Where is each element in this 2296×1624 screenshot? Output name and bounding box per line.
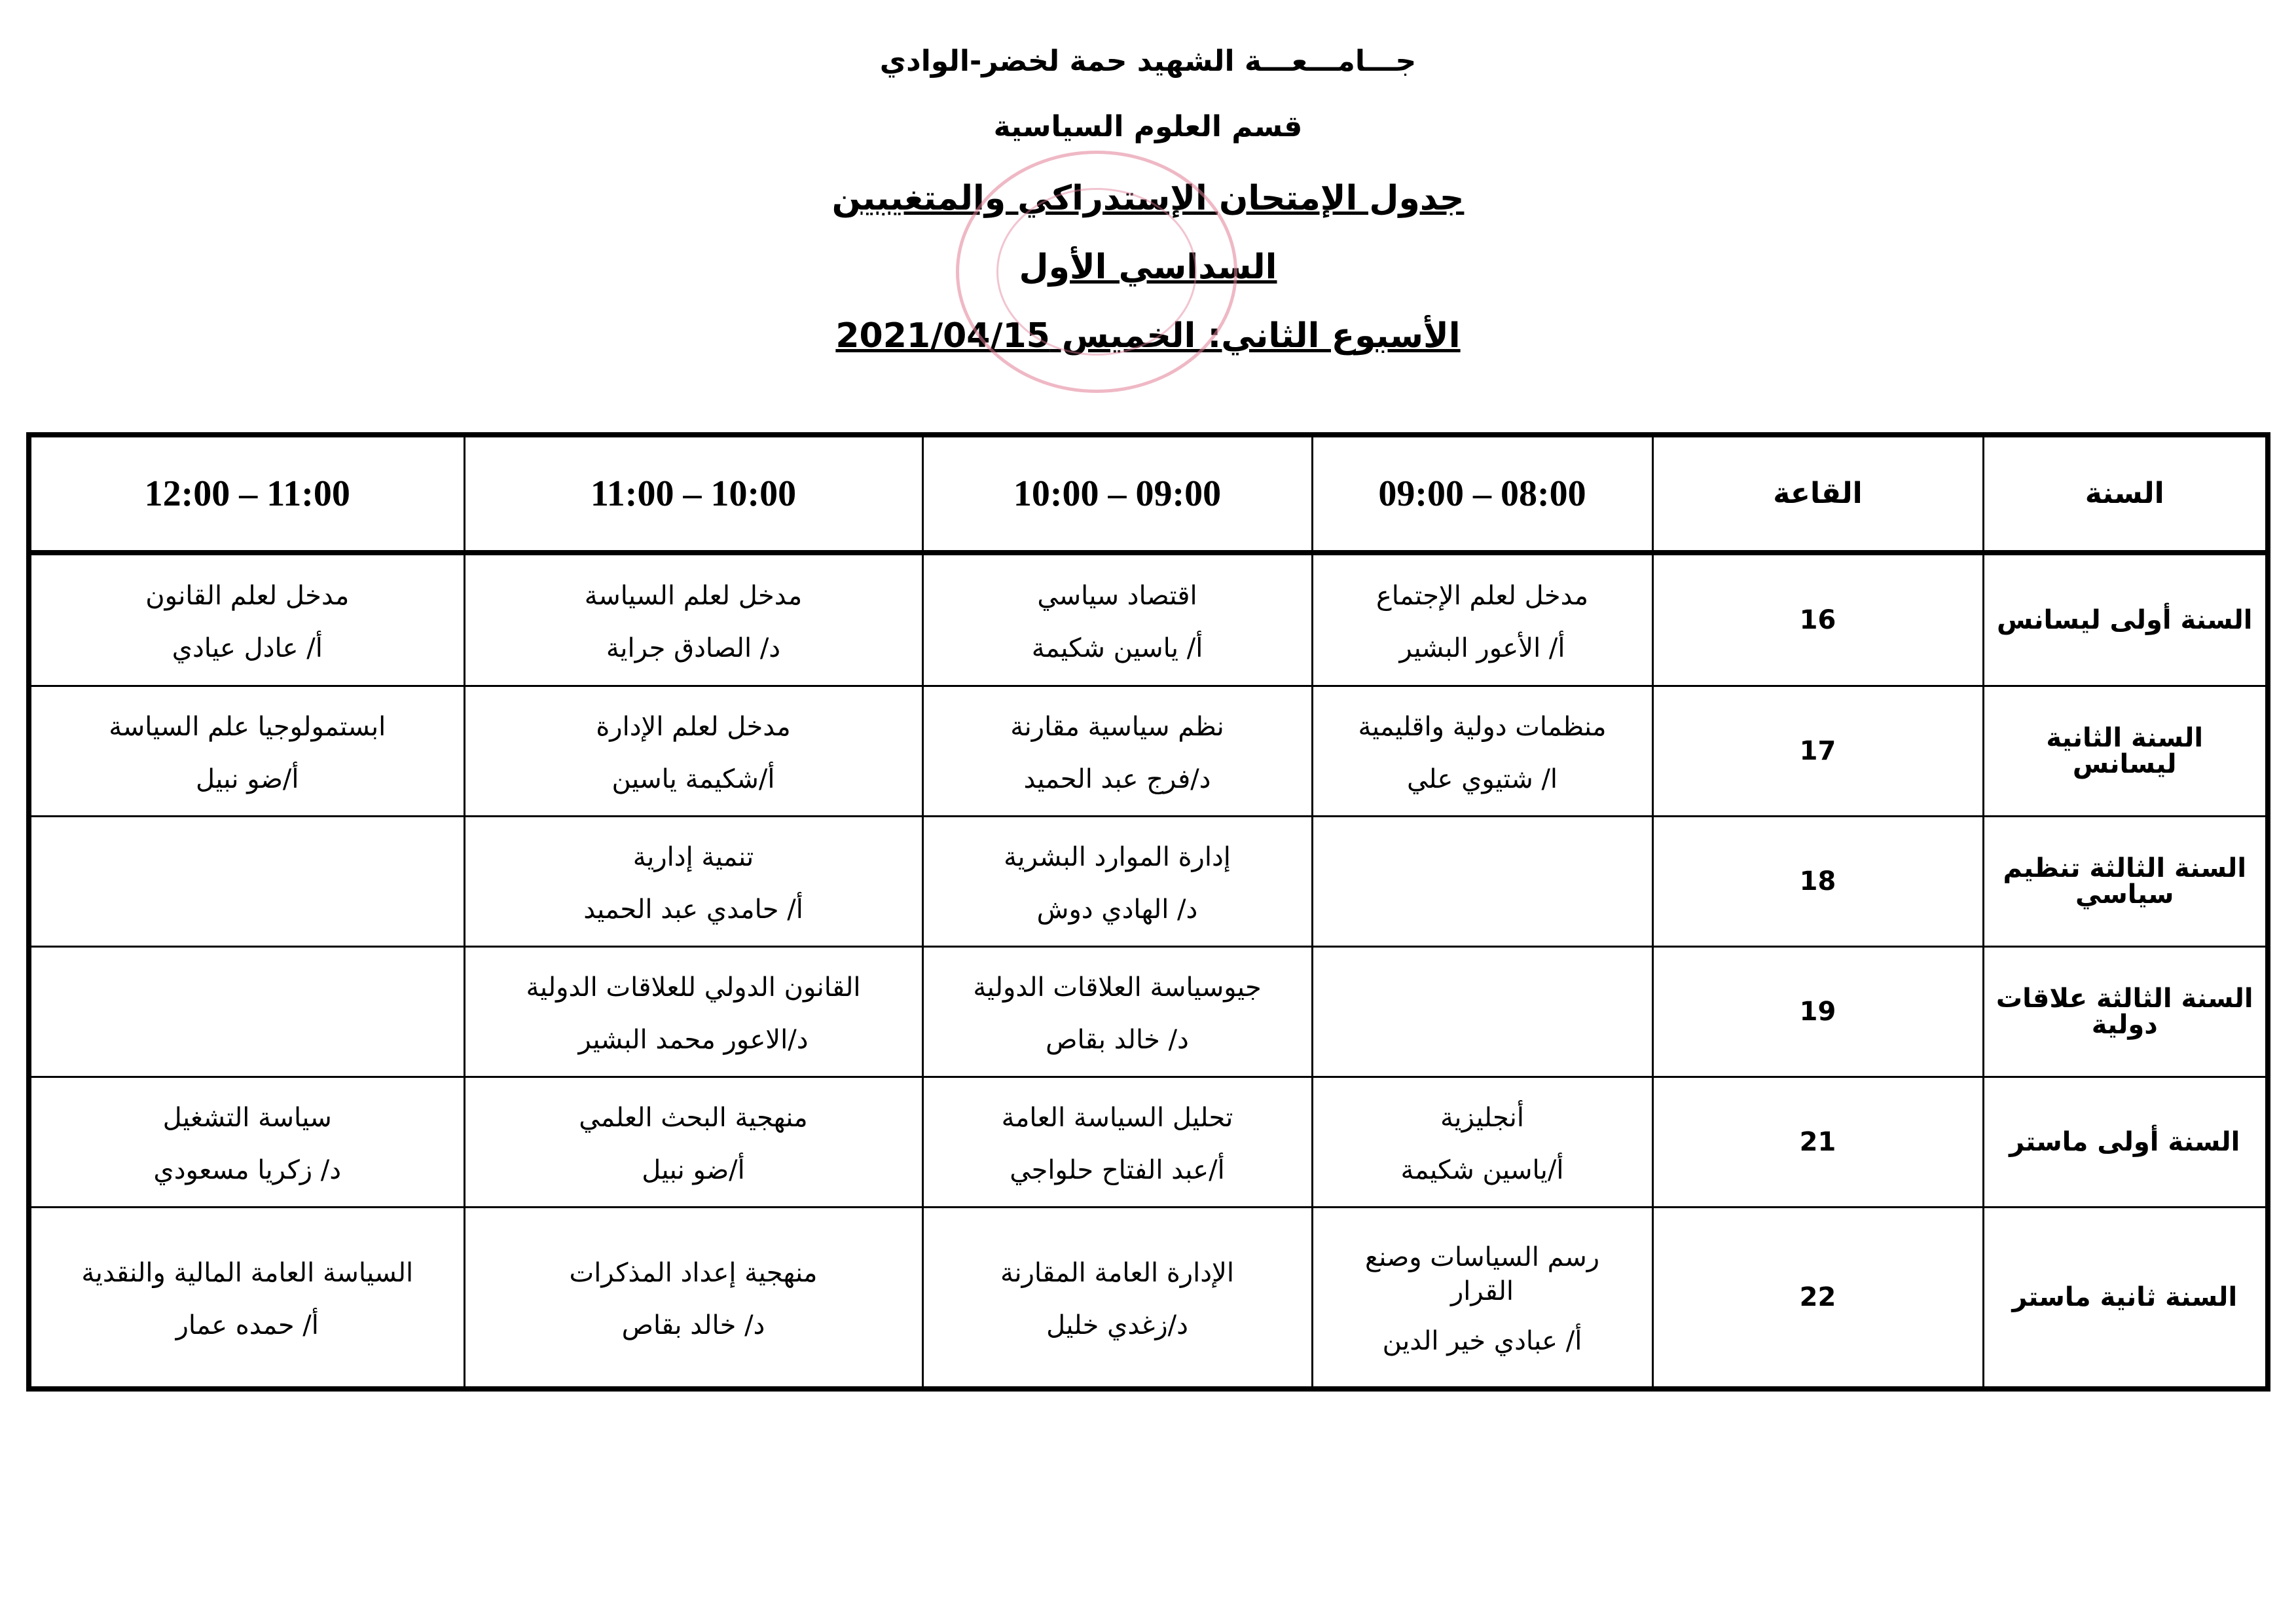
room-cell: 19 <box>1652 946 1983 1077</box>
exam-cell <box>1312 553 1652 686</box>
exam-cell <box>464 816 922 946</box>
exam-cell <box>464 1208 922 1389</box>
year-cell: السنة أولى ليسانس <box>1983 553 2268 686</box>
column-header-time-slot: 09:00 – 08:00 <box>1312 435 1652 553</box>
teacher-label: أ/ عبادي خير الدين <box>1382 1326 1582 1357</box>
exam-cell <box>29 1077 464 1208</box>
teacher-label: د/ الصادق جراية <box>606 633 781 663</box>
subject-label: جيوسياسة العلاقات الدولية <box>973 972 1262 1003</box>
column-header-time-slot: 11:00 – 10:00 <box>464 435 922 553</box>
teacher-label: د/الاعور محمد البشير <box>578 1025 809 1056</box>
department-name: قسم العلوم السياسية <box>993 110 1303 143</box>
teacher-label: أ/ضو نبيل <box>642 1155 745 1186</box>
teacher-label: أ/ حمده عمار <box>175 1310 319 1341</box>
exam-cell <box>922 946 1312 1077</box>
teacher-label: د/فرج عبد الحميد <box>1023 764 1211 794</box>
exam-cell <box>464 946 922 1077</box>
column-header-year: السنة <box>1983 435 2268 553</box>
exam-cell <box>29 1208 464 1389</box>
column-header-time-slot: 12:00 – 11:00 <box>29 435 464 553</box>
room-cell: 22 <box>1652 1208 1983 1389</box>
exam-cell <box>464 1077 922 1208</box>
teacher-label: أ/عبد الفتاح حلواجي <box>1010 1155 1225 1186</box>
subject-label: نظم سياسية مقارنة <box>1010 711 1224 742</box>
table-row <box>29 946 2268 1077</box>
teacher-label: د/زغدي خليل <box>1046 1310 1188 1341</box>
table-row <box>29 553 2268 686</box>
room-cell: 18 <box>1652 816 1983 946</box>
exam-cell <box>922 553 1312 686</box>
room-cell: 17 <box>1652 686 1983 816</box>
table-row <box>29 1077 2268 1208</box>
teacher-label: أ/ حامدي عبد الحميد <box>583 894 803 925</box>
teacher-label: د/ خالد بقاص <box>621 1310 765 1341</box>
subject-label-line2: القرار <box>1450 1276 1514 1307</box>
exam-cell-empty <box>29 946 464 1077</box>
teacher-label: د/ الهادي دوش <box>1036 894 1198 925</box>
exam-cell-empty <box>29 816 464 946</box>
table-row <box>29 1208 2268 1389</box>
teacher-label: د/ خالد بقاص <box>1046 1025 1189 1056</box>
subject-label: مدخل لعلم الإدارة <box>596 711 791 742</box>
subject-label: السياسة العامة المالية والنقدية <box>81 1258 414 1289</box>
teacher-label: د/ زكريا مسعودي <box>153 1155 342 1186</box>
semester-label: السداسي الأول <box>1019 248 1277 287</box>
subject-label: رسم السياسات وصنع <box>1364 1242 1600 1273</box>
year-cell: السنة الثالثة تنظيم سياسي <box>1983 816 2268 946</box>
year-cell: السنة الثالثة علاقات دولية <box>1983 946 2268 1077</box>
subject-label: ابستمولوجيا علم السياسة <box>109 711 386 742</box>
university-name: جـــامـــعـــة الشهيد حمة لخضر-الوادي <box>879 45 1417 78</box>
document-title: جدول الإمتحان الإستدراكي والمتغيبين <box>831 179 1465 218</box>
teacher-label: أ/ضو نبيل <box>196 764 299 794</box>
official-stamp <box>956 151 1237 393</box>
table-row <box>29 816 2268 946</box>
subject-label: اقتصاد سياسي <box>1037 580 1197 611</box>
year-cell: السنة ثانية ماستر <box>1983 1208 2268 1389</box>
exam-cell <box>29 686 464 816</box>
week-date-label: الأسبوع الثاني: الخميس 2021/04/15 <box>835 316 1461 356</box>
subject-label: منهجية البحث العلمي <box>579 1103 808 1134</box>
room-cell: 21 <box>1652 1077 1983 1208</box>
exam-cell <box>464 686 922 816</box>
exam-cell <box>1312 1077 1652 1208</box>
stamp-inner-ring <box>996 188 1197 356</box>
column-header-time-slot: 10:00 – 09:00 <box>922 435 1312 553</box>
year-cell: السنة أولى ماستر <box>1983 1077 2268 1208</box>
exam-cell-empty <box>1312 816 1652 946</box>
room-cell: 16 <box>1652 553 1983 686</box>
teacher-label: أ/ الأعور البشير <box>1399 633 1565 663</box>
exam-cell <box>922 816 1312 946</box>
subject-label: تحليل السياسة العامة <box>1001 1103 1233 1134</box>
subject-label: الإدارة العامة المقارنة <box>1000 1258 1234 1289</box>
exam-cell <box>922 1208 1312 1389</box>
teacher-label: أ/ياسين شكيمة <box>1400 1155 1564 1186</box>
teacher-label: ا/ شتيوي علي <box>1406 764 1558 794</box>
table-row <box>29 686 2268 816</box>
subject-label: مدخل لعلم السياسة <box>584 580 803 611</box>
year-cell: السنة الثانية ليسانس <box>1983 686 2268 816</box>
subject-label: مدخل لعلم القانون <box>145 580 350 611</box>
exam-cell <box>1312 1208 1652 1389</box>
column-header-room: القاعة <box>1652 435 1983 553</box>
subject-label: القانون الدولي للعلاقات الدولية <box>526 972 861 1003</box>
subject-label: منهجية إعداد المذكرات <box>569 1258 818 1289</box>
exam-schedule-table <box>26 432 2270 1392</box>
subject-label: منظمات دولية واقليمية <box>1358 711 1607 742</box>
subject-label: مدخل لعلم الإجتماع <box>1376 580 1589 611</box>
exam-cell <box>464 553 922 686</box>
teacher-label: أ/ ياسين شكيمة <box>1031 633 1203 663</box>
subject-label: إدارة الموارد البشرية <box>1004 841 1231 872</box>
table-header-row <box>29 435 2268 553</box>
exam-cell <box>29 553 464 686</box>
subject-label: سياسة التشغيل <box>162 1103 332 1134</box>
teacher-label: أ/شكيمة ياسين <box>611 764 775 794</box>
exam-cell <box>922 1077 1312 1208</box>
exam-cell-empty <box>1312 946 1652 1077</box>
exam-cell <box>1312 686 1652 816</box>
subject-label: تنمية إدارية <box>632 841 754 872</box>
teacher-label: أ/ عادل عيادي <box>172 633 323 663</box>
exam-cell <box>922 686 1312 816</box>
subject-label: أنجليزية <box>1440 1103 1525 1134</box>
